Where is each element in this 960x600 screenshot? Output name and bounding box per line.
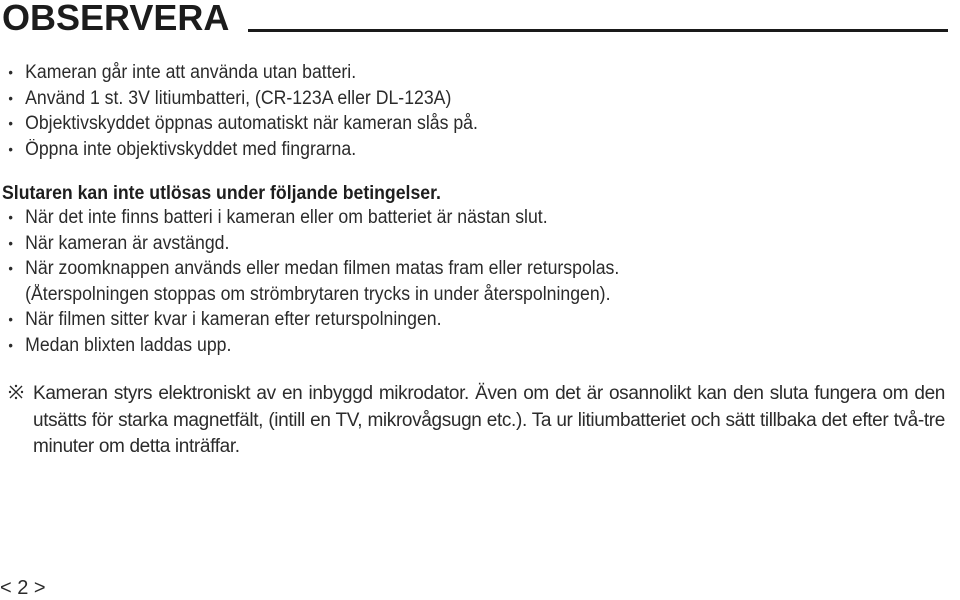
list-item: • När kameran är avstängd. — [0, 231, 619, 257]
shutter-section-title: Slutaren kan inte utlösas under följande betingelser. — [2, 183, 441, 204]
page-title: OBSERVERA — [2, 0, 230, 38]
shutter-conditions-list — [0, 205, 666, 359]
list-item: • Öppna inte objektivskyddet med fingrarna. — [0, 137, 478, 163]
list-item: • Objektivskyddet öppnas automatiskt när kameran slås på. — [0, 111, 478, 137]
list-item: • När zoomknappen används eller medan filmen matas fram eller returspolas. — [0, 256, 619, 282]
list-item: • Medan blixten laddas upp. — [0, 333, 619, 359]
list-item: • När filmen sitter kvar i kameran efter returspolningen. — [0, 307, 619, 333]
bullet-icon: • — [8, 115, 13, 132]
bullet-icon: • — [8, 260, 13, 277]
bullet-icon: • — [8, 311, 13, 328]
note-text: Kameran styrs elektroniskt av en inbyggd mikrodator. Även om det är osannolikt kan den sluta fungera om den utsätts för starka magnetfält, (intill en TV, mikrovågsugn etc.). Ta ur litiumbatteriet och sätt tillbaka det efter två-tre minuter om detta inträffar. — [33, 383, 945, 457]
bullet-icon: • — [8, 89, 13, 106]
page-number: < 2 > — [0, 577, 46, 599]
bullet-icon: • — [8, 140, 13, 157]
bullet-icon: • — [8, 209, 13, 225]
list-item: • Kameran går inte att använda utan batteri. — [0, 60, 478, 86]
reference-mark-icon — [8, 384, 24, 400]
general-notes-list — [0, 60, 514, 162]
bullet-icon: • — [8, 64, 13, 80]
bullet-icon: • — [8, 336, 13, 353]
list-item: • När det inte finns batteri i kameran eller om batteriet är nästan slut. — [0, 205, 619, 231]
list-item: • Använd 1 st. 3V litiumbatteri, (CR-123A eller DL-123A) — [0, 86, 478, 112]
heading-row — [0, 0, 960, 40]
bullet-icon: • — [8, 234, 13, 251]
list-item-continuation: (Återspolningen stoppas om strömbrytaren trycks in under återspolningen). — [25, 283, 611, 305]
heading-rule — [248, 29, 948, 32]
